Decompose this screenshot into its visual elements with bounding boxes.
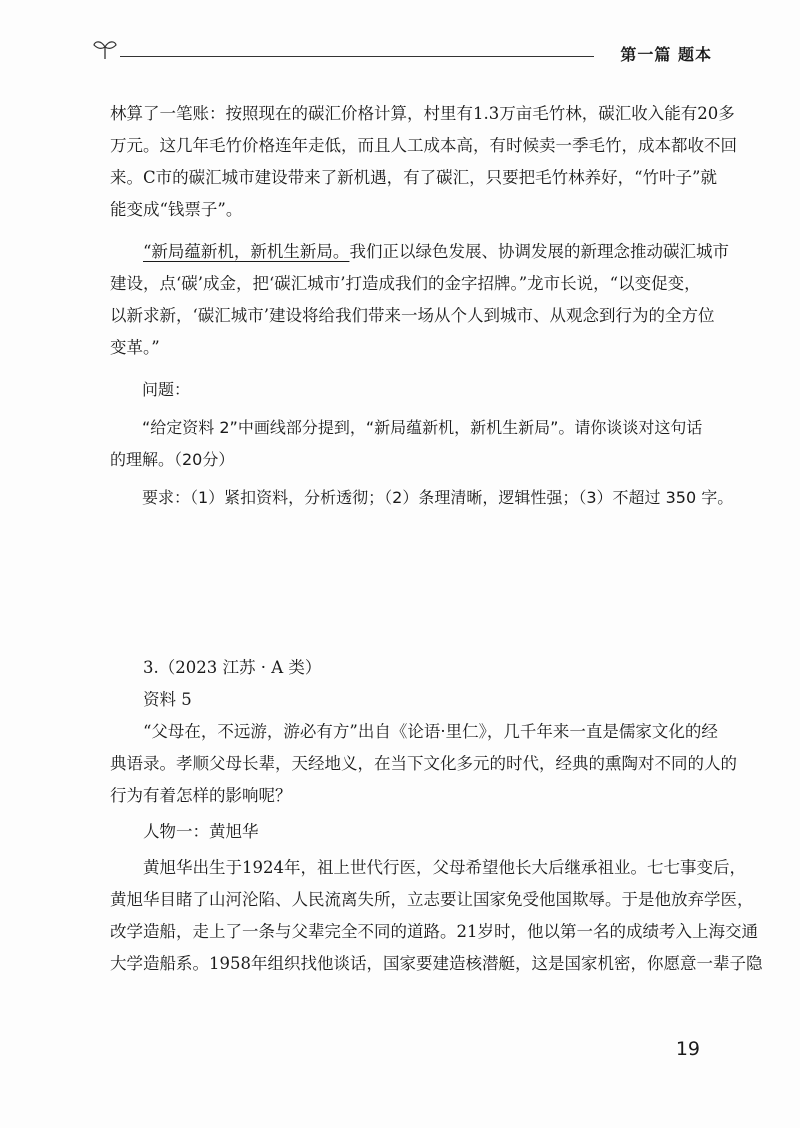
- quote-rest: 我们正以绿色发展、协调发展的新理念推动碳汇城市: [349, 242, 729, 261]
- header-title: 第一篇 题本: [620, 45, 712, 64]
- section-3: [110, 652, 763, 980]
- text-line: 万元。这几年毛竹价格连年走低，而且人工成本高，有时候卖一季毛竹，成本都收不回: [110, 136, 737, 155]
- text-line: “父母在，不远游，游必有方”出自《论语·里仁》，几千年来一直是儒家文化的经: [143, 722, 718, 741]
- text-line: 大学造船系。1958年组织找他谈话，国家要建造核潜艇，这是国家机密，你愿意一辈子隐: [110, 954, 763, 973]
- text-line: 改学造船，走上了一条与父辈完全不同的道路。21岁时，他以第一名的成绩考入上海交通: [110, 922, 758, 941]
- text-line: 以新求新，‘碳汇城市’建设将给我们带来一场从个人到城市、从观念到行为的全方位: [110, 306, 715, 325]
- text-line: 林算了一笔账：按照现在的碳汇价格计算，村里有1.3万亩毛竹林，碳汇收入能有20多: [110, 104, 735, 123]
- header-rule: [120, 56, 594, 57]
- text-line: 的理解。（20分）: [110, 450, 235, 469]
- continuation-paragraph: [110, 98, 737, 226]
- text-line: 黄旭华出生于1924年，祖上世代行医，父母希望他长大后继承祖业。七七事变后，: [143, 858, 746, 877]
- question-label: 问题：: [142, 380, 191, 399]
- text-line: 来。C市的碳汇城市建设带来了新机遇，有了碳汇，只要把毛竹林养好，“竹叶子”就: [110, 168, 717, 187]
- material-label: 资料 5: [143, 690, 192, 709]
- page-header: [92, 36, 712, 66]
- text-line: “给定资料 2”中画线部分提到，“新局蕴新机，新机生新局”。请你谈谈对这句话: [142, 418, 703, 437]
- underlined-quote: “新局蕴新机，新机生新局。: [143, 242, 350, 261]
- text-line: 能变成“钱票子”。: [110, 200, 243, 219]
- text-line: [110, 236, 729, 268]
- text-line: 黄旭华目睹了山河沦陷、人民流离失所，立志要让国家免受他国欺辱。于是他放弃学医，: [110, 890, 754, 909]
- text-line: 行为有着怎样的影响呢？: [110, 786, 292, 805]
- page-number: 19: [675, 1038, 700, 1060]
- sprout-icon: [92, 38, 118, 60]
- question-requirement: 要求：（1）紧扣资料，分析透彻；（2）条理清晰，逻辑性强；（3）不超过 350 字。: [142, 488, 734, 507]
- text-line: 变革。”: [110, 338, 160, 357]
- quote-paragraph: [110, 236, 729, 364]
- person-heading: 人物一：黄旭华: [143, 822, 259, 841]
- text-line: 建设，点‘碳’成金，把‘碳汇城市’打造成我们的金字招牌。”龙市长说，“以变促变，: [110, 274, 701, 293]
- text-line: 典语录。孝顺父母长辈，天经地义，在当下文化多元的时代，经典的熏陶对不同的人的: [110, 754, 737, 773]
- section-heading: 3.（2023 江苏 · A 类）: [143, 658, 322, 677]
- question-block: [110, 374, 734, 514]
